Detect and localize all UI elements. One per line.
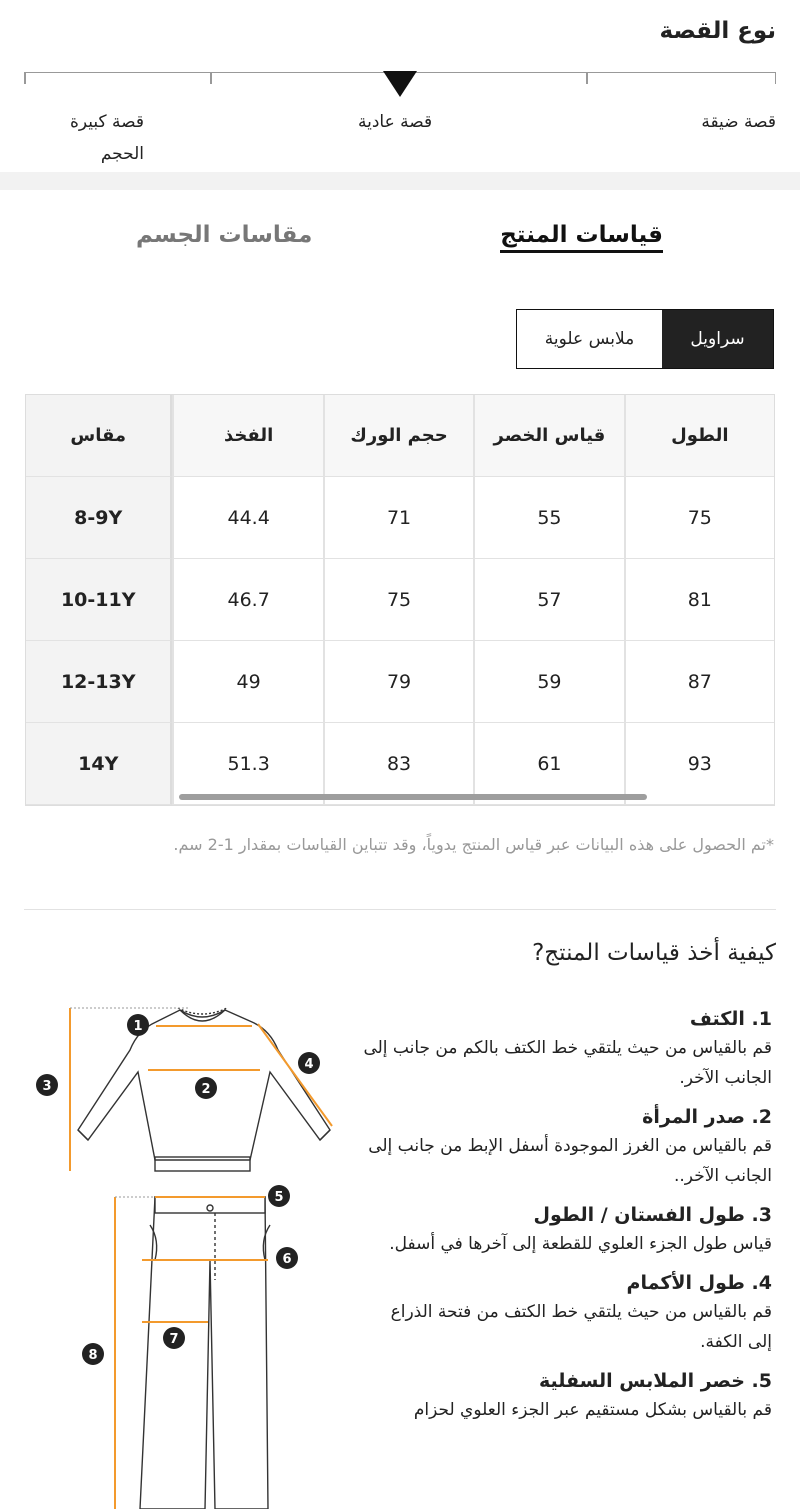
marker-1-icon bbox=[127, 1014, 149, 1036]
marker-4-icon bbox=[298, 1052, 320, 1074]
step-item bbox=[362, 1103, 772, 1191]
cell-length: 81 bbox=[624, 559, 774, 641]
table-header-row bbox=[26, 395, 774, 477]
fit-type-title: نوع القصة bbox=[659, 18, 776, 44]
marker-3-icon bbox=[36, 1074, 58, 1096]
svg-text:6: 6 bbox=[282, 1252, 292, 1267]
marker-7-icon bbox=[163, 1327, 185, 1349]
cell-thigh: 51.3 bbox=[172, 723, 322, 805]
category-toggle bbox=[516, 309, 774, 369]
section-separator bbox=[0, 172, 800, 190]
scale-tick bbox=[775, 72, 777, 84]
step-text: قم بالقياس من حيث يلتقي خط الكتف من فتحة الذراع إلى الكفة. bbox=[390, 1302, 772, 1352]
cell-length: 93 bbox=[624, 723, 774, 805]
cell-hip: 79 bbox=[323, 641, 473, 723]
cell-hip: 75 bbox=[323, 559, 473, 641]
svg-text:3: 3 bbox=[42, 1079, 52, 1094]
cell-size: 10-11Y bbox=[26, 559, 172, 641]
cell-waist: 55 bbox=[473, 477, 623, 559]
cell-length: 75 bbox=[624, 477, 774, 559]
fit-option-slim: قصة ضيقة bbox=[701, 112, 776, 132]
step-title: 2. صدر المرأة bbox=[642, 1106, 772, 1128]
tab-product-measurements[interactable]: قياسات المنتج bbox=[500, 222, 663, 253]
fit-option-oversized: قصة كبيرة الحجم bbox=[69, 112, 144, 164]
header-waist: قياس الخصر bbox=[473, 395, 623, 477]
table-row bbox=[26, 559, 774, 641]
header-length: الطول bbox=[624, 395, 774, 477]
svg-text:7: 7 bbox=[169, 1332, 179, 1347]
marker-2-icon bbox=[195, 1077, 217, 1099]
fit-option-regular: قصة عادية bbox=[358, 112, 433, 132]
table-row bbox=[26, 723, 774, 805]
measurement-note: *تم الحصول على هذه البيانات عبر قياس المنتج يدوياً، وقد تتباين القياسات بمقدار 1-2 سم. bbox=[173, 835, 774, 854]
cell-size: 12-13Y bbox=[26, 641, 172, 723]
scale-tick bbox=[210, 72, 212, 84]
step-text: قم بالقياس بشكل مستقيم عبر الجزء العلوي لحزام bbox=[413, 1400, 772, 1420]
step-item bbox=[362, 1201, 772, 1259]
cell-thigh: 46.7 bbox=[172, 559, 322, 641]
scale-tick bbox=[586, 72, 588, 84]
step-item bbox=[362, 1269, 772, 1357]
how-to-measure-title: كيفية أخذ قياسات المنتج? bbox=[532, 940, 776, 966]
svg-text:1: 1 bbox=[133, 1019, 143, 1034]
divider bbox=[24, 909, 776, 910]
header-thigh: الفخذ bbox=[172, 395, 322, 477]
marker-6-icon bbox=[276, 1247, 298, 1269]
fit-pointer-icon bbox=[383, 71, 417, 97]
pants-illustration bbox=[140, 1197, 270, 1509]
svg-text:2: 2 bbox=[201, 1082, 211, 1097]
svg-text:8: 8 bbox=[88, 1348, 98, 1363]
scale-tick bbox=[24, 72, 26, 84]
svg-text:4: 4 bbox=[304, 1057, 314, 1072]
cell-length: 87 bbox=[624, 641, 774, 723]
toggle-tops[interactable]: ملابس علوية bbox=[517, 310, 662, 368]
cell-thigh: 49 bbox=[172, 641, 322, 723]
step-text: قياس طول الجزء العلوي للقطعة إلى آخرها في أسفل. bbox=[389, 1234, 772, 1254]
cell-size: 14Y bbox=[26, 723, 172, 805]
marker-5-icon bbox=[268, 1185, 290, 1207]
step-text: قم بالقياس من الغرز الموجودة أسفل الإبط من جانب إلى الجانب الآخر.. bbox=[368, 1136, 772, 1186]
step-item bbox=[362, 1367, 772, 1425]
fit-scale[interactable] bbox=[24, 72, 776, 86]
step-item bbox=[362, 1005, 772, 1093]
marker-8-icon bbox=[82, 1343, 104, 1365]
table-scrollbar[interactable] bbox=[179, 794, 647, 800]
cell-waist: 61 bbox=[473, 723, 623, 805]
cell-hip: 71 bbox=[323, 477, 473, 559]
measurement-steps bbox=[362, 1005, 772, 1435]
cell-waist: 59 bbox=[473, 641, 623, 723]
step-title: 5. خصر الملابس السفلية bbox=[538, 1370, 772, 1392]
cell-size: 8-9Y bbox=[26, 477, 172, 559]
table-row bbox=[26, 641, 774, 723]
measurement-diagram bbox=[30, 1000, 360, 1509]
cell-waist: 57 bbox=[473, 559, 623, 641]
table-row bbox=[26, 477, 774, 559]
toggle-pants[interactable]: سراويل bbox=[662, 310, 773, 368]
cell-hip: 83 bbox=[323, 723, 473, 805]
cell-thigh: 44.4 bbox=[172, 477, 322, 559]
header-hip: حجم الورك bbox=[323, 395, 473, 477]
tab-body-measurements[interactable]: مقاسات الجسم bbox=[136, 222, 313, 248]
size-table[interactable] bbox=[25, 394, 775, 806]
svg-text:5: 5 bbox=[274, 1190, 284, 1205]
step-title: 1. الكتف bbox=[689, 1008, 772, 1030]
step-text: قم بالقياس من حيث يلتقي خط الكتف بالكم من جانب إلى الجانب الآخر. bbox=[363, 1038, 772, 1088]
step-title: 4. طول الأكمام bbox=[626, 1272, 772, 1294]
step-title: 3. طول الفستان / الطول bbox=[533, 1204, 772, 1226]
header-size: مقاس bbox=[26, 395, 172, 477]
